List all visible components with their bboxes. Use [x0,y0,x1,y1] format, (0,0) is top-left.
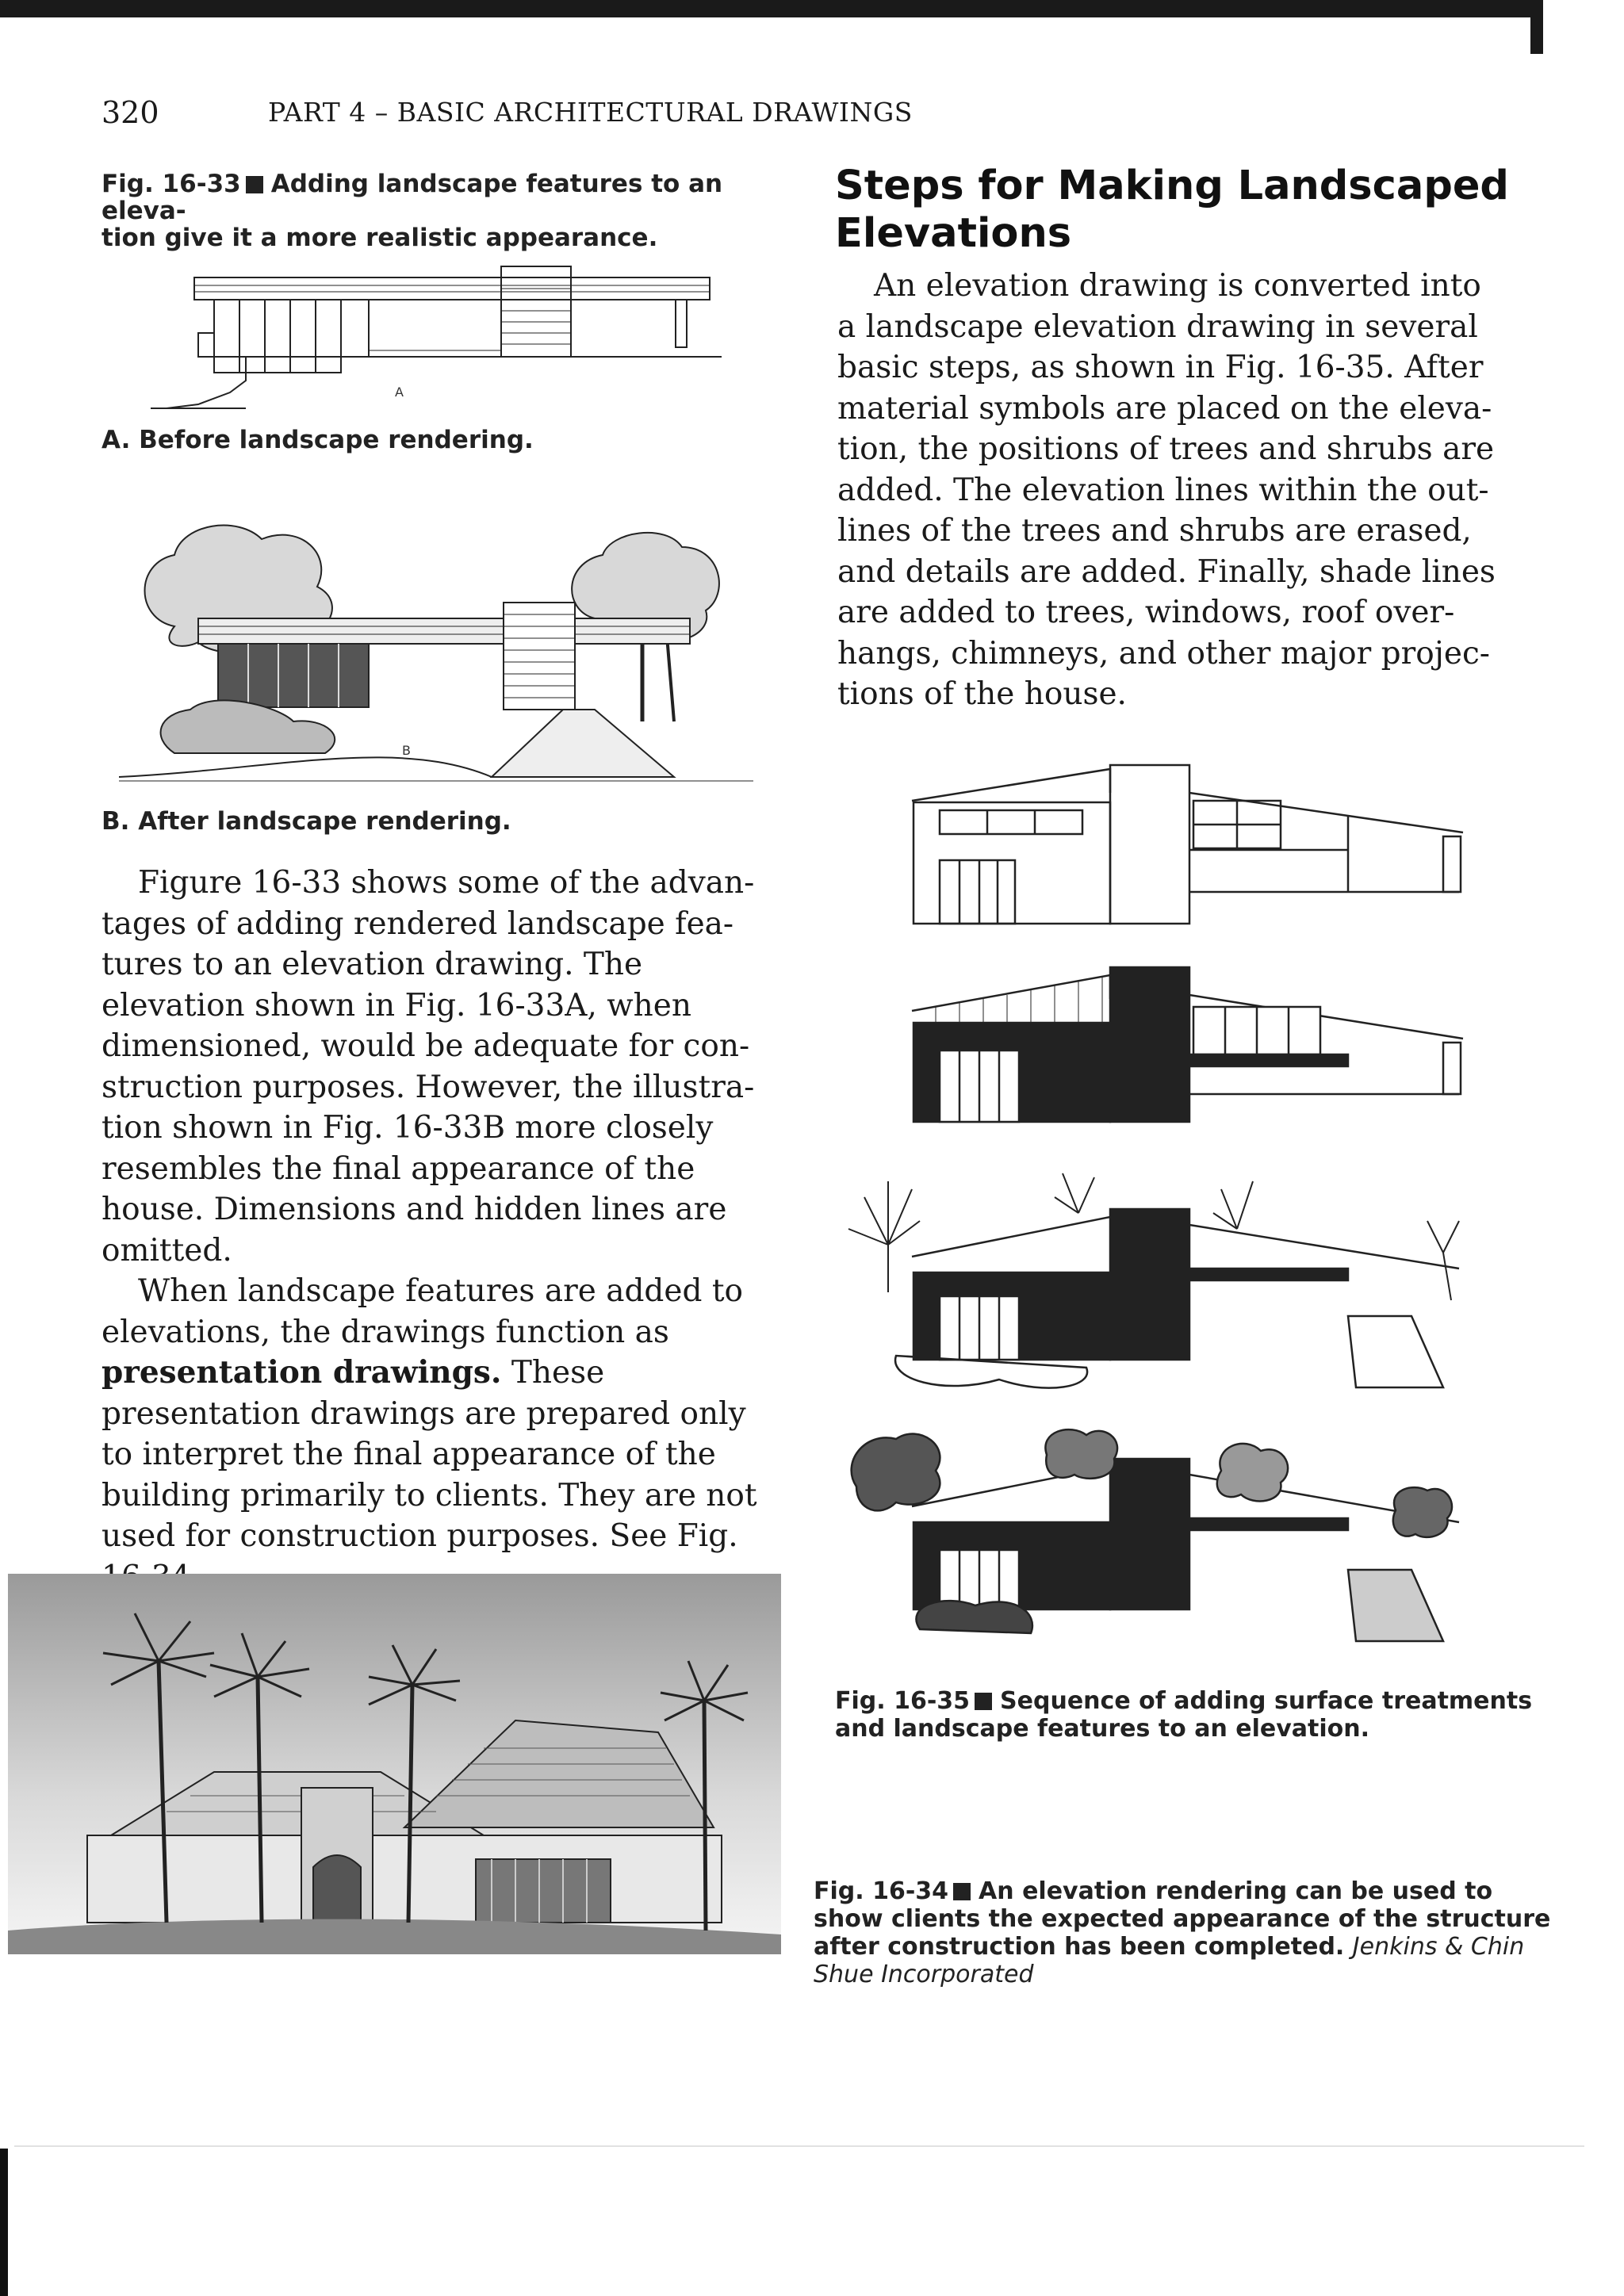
villa-rendering [8,1574,781,1970]
elevation-drawing-before [151,262,753,420]
left-body-text [102,863,768,1598]
fig-16-34-credit-1: Jenkins & Chin [1352,1933,1525,1961]
fig-16-34-caption-line-2: show clients the expected appearance of the structure [814,1905,1551,1933]
fig-16-33-caption-line-2: tion give it a more realistic appearance. [102,224,658,252]
scan-left-edge [0,2149,8,2296]
para-1-line-1: Figure 16-33 shows some of the advan- [138,865,755,901]
bullet-square-icon [246,176,263,193]
para-2 [102,1271,768,1598]
scan-top-border [0,0,1534,17]
right-para-line-2: a landscape elevation drawing in several [837,308,1478,345]
section-heading-line-2: Elevations [835,210,1072,257]
fig-16-34-caption-line-3: after construction has been completed. [814,1933,1345,1961]
para-2-start: When landscape features are added to elevations, the drawings function as [102,1273,743,1350]
presentation-drawings-term: presentation drawings. [102,1354,502,1391]
para-1-line-2: tages of adding rendered landscape fea- [102,905,734,942]
right-para-line-8: and details are added. Finally, shade lines [837,553,1496,590]
fig-16-33-number: Fig. 16-33 [102,170,241,198]
para-1-line-9: house. Dimensions and hidden lines are [102,1192,727,1227]
para-1-line-5: dimensioned, would be adequate for con- [102,1028,750,1064]
right-body-text [837,266,1503,715]
right-para-line-11: tions of the house. [837,676,1127,712]
scan-top-right-mark [1530,0,1543,54]
section-heading-line-1: Steps for Making Landscaped [835,163,1509,209]
panel-a-label: A. Before landscape rendering. [102,426,534,454]
running-head: PART 4 – BASIC ARCHITECTURAL DRAWINGS [268,97,913,128]
right-para-line-3: basic steps, as shown in Fig. 16-35. After [837,350,1484,385]
elevation-step-1 [904,761,1475,928]
right-para-line-10: hangs, chimneys, and other major projec- [837,635,1490,672]
scan-bottom-line [14,2145,1584,2147]
bullet-square-icon [953,1883,971,1900]
section-heading [835,163,1533,258]
para-2-end: These presentation drawings are prepared only to interpret the final appearance of the building primarily to clients. They are not used for construction purposes. See Fig. [102,1355,757,1554]
para-1-line-8: resembles the final appearance of the [102,1150,695,1187]
fig-16-34-caption [814,1877,1559,1988]
right-para-line-9: are added to trees, windows, roof over- [837,595,1455,630]
elevation-drawing-after [119,515,753,797]
right-para-line-4: material symbols are placed on the eleva- [837,390,1492,427]
fig-16-35-number: Fig. 16-35 [835,1687,971,1715]
panel-b-letter: B [402,743,411,758]
para-1-line-6: struction purposes. However, the illustra- [102,1069,755,1105]
elevation-step-2 [904,963,1475,1126]
fig-16-34-number: Fig. 16-34 [814,1877,949,1905]
panel-a-letter: A [395,385,404,400]
page-number: 320 [102,95,159,130]
elevation-step-4 [841,1415,1475,1653]
right-para-line-5: tion, the positions of trees and shrubs are [837,431,1495,467]
fig-16-35-caption-line-1: Sequence of adding surface treatments [1000,1687,1533,1715]
right-para-line-6: added. The elevation lines within the out- [837,472,1489,508]
elevation-step-3 [841,1165,1475,1403]
para-1-line-7: tion shown in Fig. 16-33B more closely [102,1110,714,1146]
fig-16-35-caption-line-2: and landscape features to an elevation. [835,1715,1370,1743]
fig-16-33-caption-line-1: Adding landscape features to an eleva- [102,170,723,225]
bullet-square-icon [975,1693,992,1710]
fig-16-35-caption [835,1687,1549,1743]
para-1-line-4: elevation shown in Fig. 16-33A, when [102,987,691,1024]
para-1-line-3: tures to an elevation drawing. The [102,947,643,982]
fig-16-33-caption [102,170,799,251]
fig-16-34-caption-line-1: An elevation rendering can be used to [979,1877,1493,1905]
panel-b-label: B. After landscape rendering. [102,807,511,836]
right-para-line-1: An elevation drawing is converted into [874,268,1481,304]
right-para-line-7: lines of the trees and shrubs are erased, [837,513,1472,549]
para-1-line-10: omitted. [102,1232,232,1269]
fig-16-34-credit-2: Shue Incorporated [814,1961,1034,1988]
